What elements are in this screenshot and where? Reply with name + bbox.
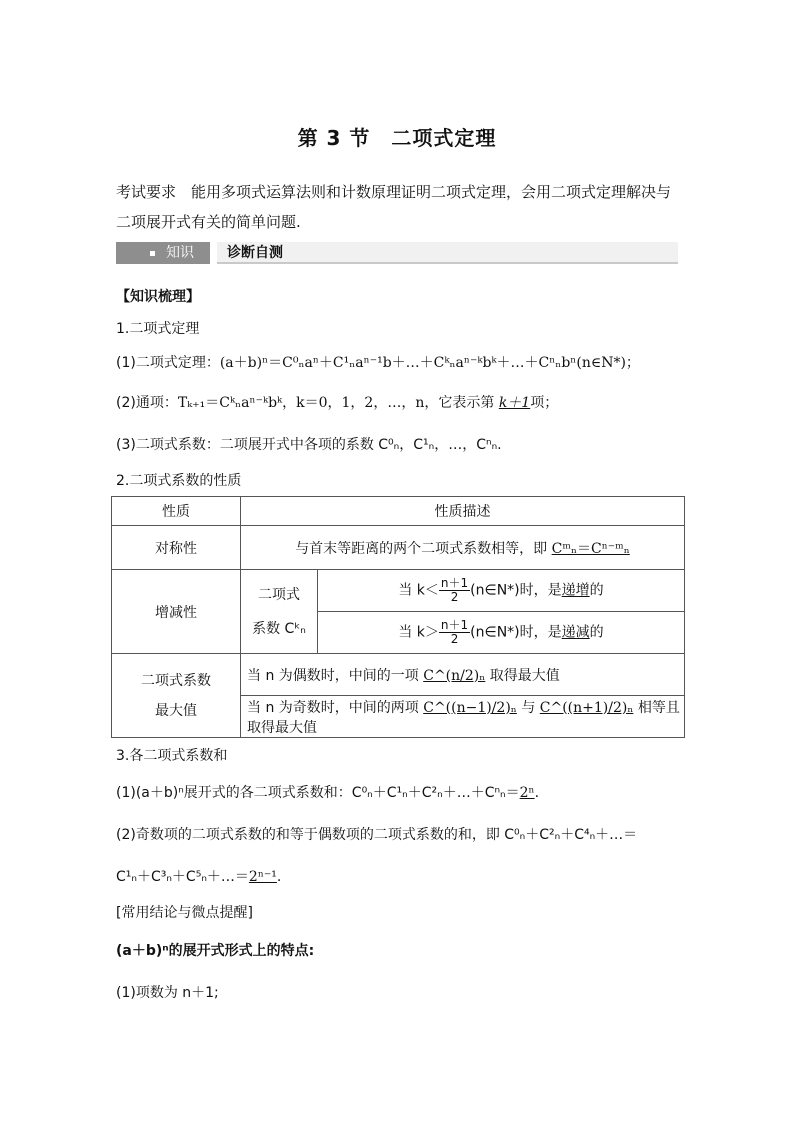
- exam-requirement: [116, 177, 678, 237]
- s1-line1: (1)二项式定理：(a＋b)ⁿ＝C⁰ₙaⁿ＋C¹ₙaⁿ⁻¹b＋…＋Cᵏₙaⁿ⁻ᵏbᵏ＋…＋Cⁿₙbⁿ(n∈N*)；: [116, 355, 640, 371]
- banner-tag: 知识: [116, 242, 210, 264]
- row-desc-even: 当 n 为偶数时，中间的一项 C^(n/2)ₙ 取得最大值: [241, 654, 685, 696]
- tips-line1: (a＋b)ⁿ的展开式形式上的特点:: [116, 943, 315, 959]
- s3-line3: C¹ₙ＋C³ₙ＋C⁵ₙ＋…＝2ⁿ⁻¹.: [116, 869, 282, 885]
- fraction: $\frac{n+1}{2}$: [440, 618, 469, 646]
- tips-heading: [常用结论与微点提醒]: [116, 905, 253, 921]
- row-desc-decreasing: 当 k＞ $\frac{n+1}{2}$ (n∈N*)时，是递减的: [318, 612, 685, 654]
- term-index: k＋1: [498, 395, 531, 411]
- s3-line1: (1)(a＋b)ⁿ展开式的各二项式系数和：C⁰ₙ＋C¹ₙ＋C²ₙ＋…＋Cⁿₙ＝2ⁿ.: [116, 785, 540, 801]
- banner-label: 诊断自测: [217, 242, 678, 264]
- general-term-formula: Tₖ₊₁＝Cᵏₙaⁿ⁻ᵏbᵏ，k＝0，1，2，…，n，它表示第: [177, 395, 495, 411]
- row-name-maximum: 二项式系数 最大值: [112, 654, 241, 738]
- row-name-monotonic: 增减性: [112, 570, 241, 654]
- s1-title: 1.二项式定理: [116, 321, 200, 337]
- row-sub-coefficient: 二项式 系数 Cᵏₙ: [241, 570, 318, 654]
- tips-line2: (1)项数为 n＋1;: [116, 985, 219, 1001]
- requirement-label: 考试要求: [116, 183, 177, 201]
- section-banner: [116, 242, 678, 264]
- binomial-theorem-formula: (a＋b)ⁿ＝C⁰ₙaⁿ＋C¹ₙaⁿ⁻¹b＋…＋Cᵏₙaⁿ⁻ᵏbᵏ＋…＋Cⁿₙbⁿ(n∈N*)；: [219, 355, 640, 371]
- section-heading: 【知识梳理】: [116, 289, 200, 305]
- row-name-symmetry: 对称性: [112, 526, 241, 570]
- requirement-text: 能用多项式运算法则和计数原理证明二项式定理，会用二项式定理解决与二项展开式有关的简单问题.: [116, 183, 672, 231]
- s3-line2: (2)奇数项的二项式系数的和等于偶数项的二项式系数的和，即 C⁰ₙ＋C²ₙ＋C⁴ₙ＋…＝: [116, 827, 638, 843]
- fraction: $\frac{n+1}{2}$: [440, 576, 469, 604]
- row-desc-symmetry: 与首末等距离的两个二项式系数相等，即 Cᵐₙ＝Cⁿ⁻ᵐₙ: [241, 526, 685, 570]
- row-desc-increasing: 当 k＜ $\frac{n+1}{2}$ (n∈N*)时，是递增的: [318, 570, 685, 612]
- s2-title: 2.二项式系数的性质: [116, 473, 242, 489]
- bullet-icon: [150, 251, 155, 256]
- properties-table: [111, 496, 685, 738]
- table-header: 性质: [112, 497, 241, 526]
- s1-line2: (2)通项：Tₖ₊₁＝Cᵏₙaⁿ⁻ᵏbᵏ，k＝0，1，2，…，n，它表示第 k＋1项；: [116, 395, 559, 411]
- table-header: 性质描述: [241, 497, 685, 526]
- row-desc-odd: 当 n 为奇数时，中间的两项 C^((n−1)/2)ₙ 与 C^((n+1)/2)ₙ 相等且取得最大值: [241, 696, 685, 738]
- page-title: 第 3 节 二项式定理: [297, 126, 497, 150]
- s1-line3: (3)二项式系数：二项展开式中各项的系数 C⁰ₙ，C¹ₙ，…，Cⁿₙ.: [116, 437, 502, 453]
- s3-title: 3.各二项式系数和: [116, 748, 228, 764]
